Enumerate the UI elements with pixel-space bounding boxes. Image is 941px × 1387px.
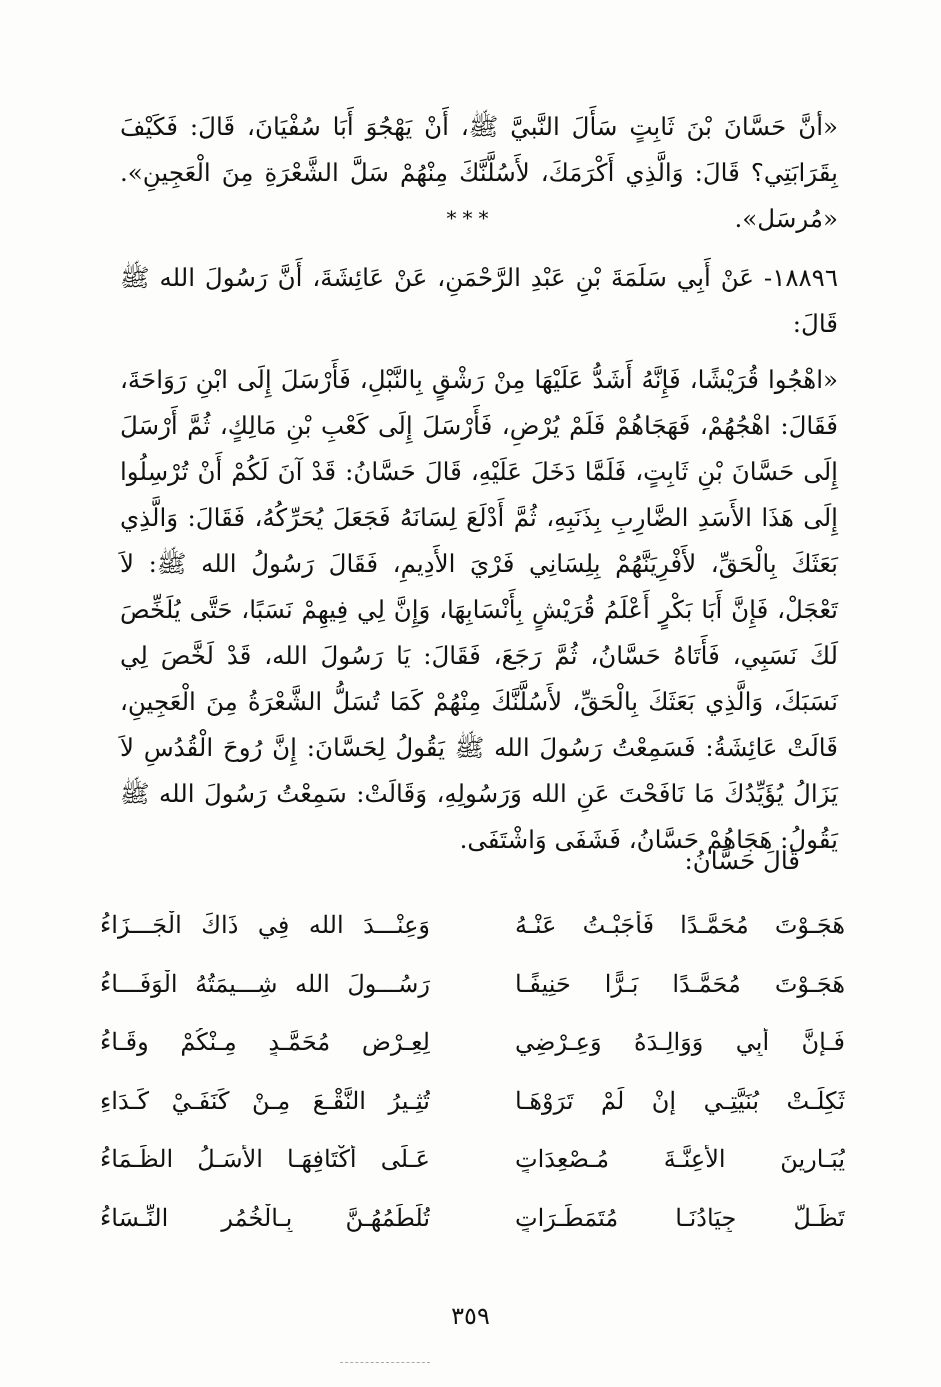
poem-verse bbox=[100, 955, 845, 1014]
verse-second-hemistich: لِعِـرْضِ مُحَمَّـدٍ مِـنْكُمْ وِقَـاءُ bbox=[100, 1028, 430, 1057]
hadith-heading: ١٨٨٩٦- عَنْ أَبِي سَلَمَةَ بْنِ عَبْدِ الرَّحْمَنِ، عَنْ عَائِشَةَ، أَنَّ رَسُولَ الله ﷺ قَالَ: bbox=[120, 263, 838, 338]
poem-intro: قَالَ حَسَّانُ: bbox=[684, 846, 800, 875]
verse-first-hemistich: تَظَـلُّ جِيَادُنَـا مُتَمَطِّـرَاتٍ bbox=[515, 1203, 845, 1232]
poem-verse bbox=[100, 1130, 845, 1189]
poem-verse bbox=[100, 896, 845, 955]
verse-first-hemistich: ثَكِلَـتْ بُنَيَّتِـي إِنْ لَمْ تَرَوْهَـا bbox=[515, 1086, 845, 1115]
previous-hadith-text: «أنَّ حَسَّانَ بْنَ ثَابِتٍ سَأَلَ النَّبيَّ ﷺ، أَنْ يَهْجُوَ أَبَا سُفْيَانَ، قَالَ: فَكَيْفَ بِقَرَابَتِي؟ قَالَ: وَالَّذِي أَكْرَمَكَ، لأَسُلَّنَّكَ مِنْهُمْ سَلَّ الشَّعْرَةِ مِنَ الْعَجِينِ». «مُرسَل». bbox=[120, 112, 838, 233]
verse-first-hemistich: فَـإِنَّ أَبِي وَوَالِـدَهُ وَعِـرْضِي bbox=[515, 1028, 845, 1057]
verse-second-hemistich: رَسُـــولَ الله شِـــيمَتُهُ الْوَفَـــاءُ bbox=[100, 969, 430, 998]
verse-second-hemistich: وَعِنْـــدَ الله فِي ذَاكَ الْجَـــزَاءُ bbox=[100, 911, 430, 940]
footer-rule bbox=[340, 1362, 430, 1363]
section-separator: *** bbox=[446, 206, 495, 230]
poem-verse bbox=[100, 1013, 845, 1072]
verse-second-hemistich: تُلَطِّمُهُـنَّ بِـالْخُمُرِ النِّـسَاءُ bbox=[100, 1203, 430, 1232]
verse-first-hemistich: هَجَـوْتَ مُحَمَّـدًا بَـرًّا حَنِيفًـا bbox=[515, 969, 845, 998]
page-number: ٣٥٩ bbox=[451, 1302, 490, 1330]
poem-verse bbox=[100, 1189, 845, 1248]
poem-verse bbox=[100, 1072, 845, 1131]
verse-first-hemistich: هَجَـوْتَ مُحَمَّـدًا فَأَجَبْـتُ عَنْـهُ bbox=[515, 911, 845, 940]
verse-second-hemistich: تُثِـيرُ النَّقْـعَ مِـنْ كَنَفَـيْ كَـدَاءِ bbox=[100, 1086, 430, 1115]
poem bbox=[100, 896, 845, 1247]
verse-second-hemistich: عَـلَى أَكْتَافِهَـا الأَسَـلُ الظِّـمَاءُ bbox=[100, 1145, 430, 1174]
verse-first-hemistich: يُبَـارِينَ الأَعِنَّـةَ مُـصْعِدَاتٍ bbox=[515, 1145, 845, 1174]
hadith-body: «اهْجُوا قُرَيْشًا، فَإِنَّهُ أَشَدُّ عَلَيْهَا مِنْ رَشْقٍ بِالنَّبْلِ، فَأَرْسَلَ إِلَى ابْنِ رَوَاحَةَ، فَقَالَ: اهْجُهُمْ، فَهَجَاهُمْ فَلَمْ يُرْضِ، فَأَرْسَلَ إِلَى كَعْبِ بْنِ مَالِكٍ، ثُمَّ أَرْسَلَ إِلَى حَسَّانَ بْنِ ثَابِتٍ، فَلَمَّا دَخَلَ عَلَيْهِ، قَالَ حَسَّانُ: قَدْ آنَ لَكُمْ أَنْ تُرْسِلُوا إِلَى هَذَا الأَسَدِ الضَّارِبِ بِذَنَبِهِ، ثُمَّ أَدْلَعَ لِسَانَهُ فَجَعَلَ يُحَرِّكُهُ، فَقَالَ: وَالَّذِي بَعَثَكَ بِالْحَقِّ، لأَفْرِيَنَّهُمْ بِلِسَانِي فَرْيَ الأَدِيمِ، فَقَالَ رَسُولُ الله ﷺ: لاَ تَعْجَلْ، فَإِنَّ أَبَا بَكْرٍ أَعْلَمُ قُرَيْشٍ بِأَنْسَابِهَا، وَإِنَّ لِي فِيهِمْ نَسَبًا، حَتَّى يُلَخِّصَ لَكَ نَسَبِي، فَأَتَاهُ حَسَّانُ، ثُمَّ رَجَعَ، فَقَالَ: يَا رَسُولَ الله، قَدْ لَخَّصَ لِي نَسَبَكَ، وَالَّذِي بَعَثَكَ بِالْحَقِّ، لأَسُلَّنَّكَ مِنْهُمْ كَمَا تُسَلُّ الشَّعْرَةُ مِنَ الْعَجِينِ، قَالَتْ عَائِشَةُ: فَسَمِعْتُ رَسُولَ الله ﷺ يَقُولُ لِحَسَّانَ: إِنَّ رُوحَ الْقُدُسِ لاَ يَزَالُ يُؤَيِّدُكَ مَا نَافَحْتَ عَنِ الله وَرَسُولِهِ، وَقَالَتْ: سَمِعْتُ رَسُولَ الله ﷺ يَقُولُ: هَجَاهُمْ حَسَّانُ، فَشَفَى وَاشْتَفَى. bbox=[120, 365, 838, 854]
